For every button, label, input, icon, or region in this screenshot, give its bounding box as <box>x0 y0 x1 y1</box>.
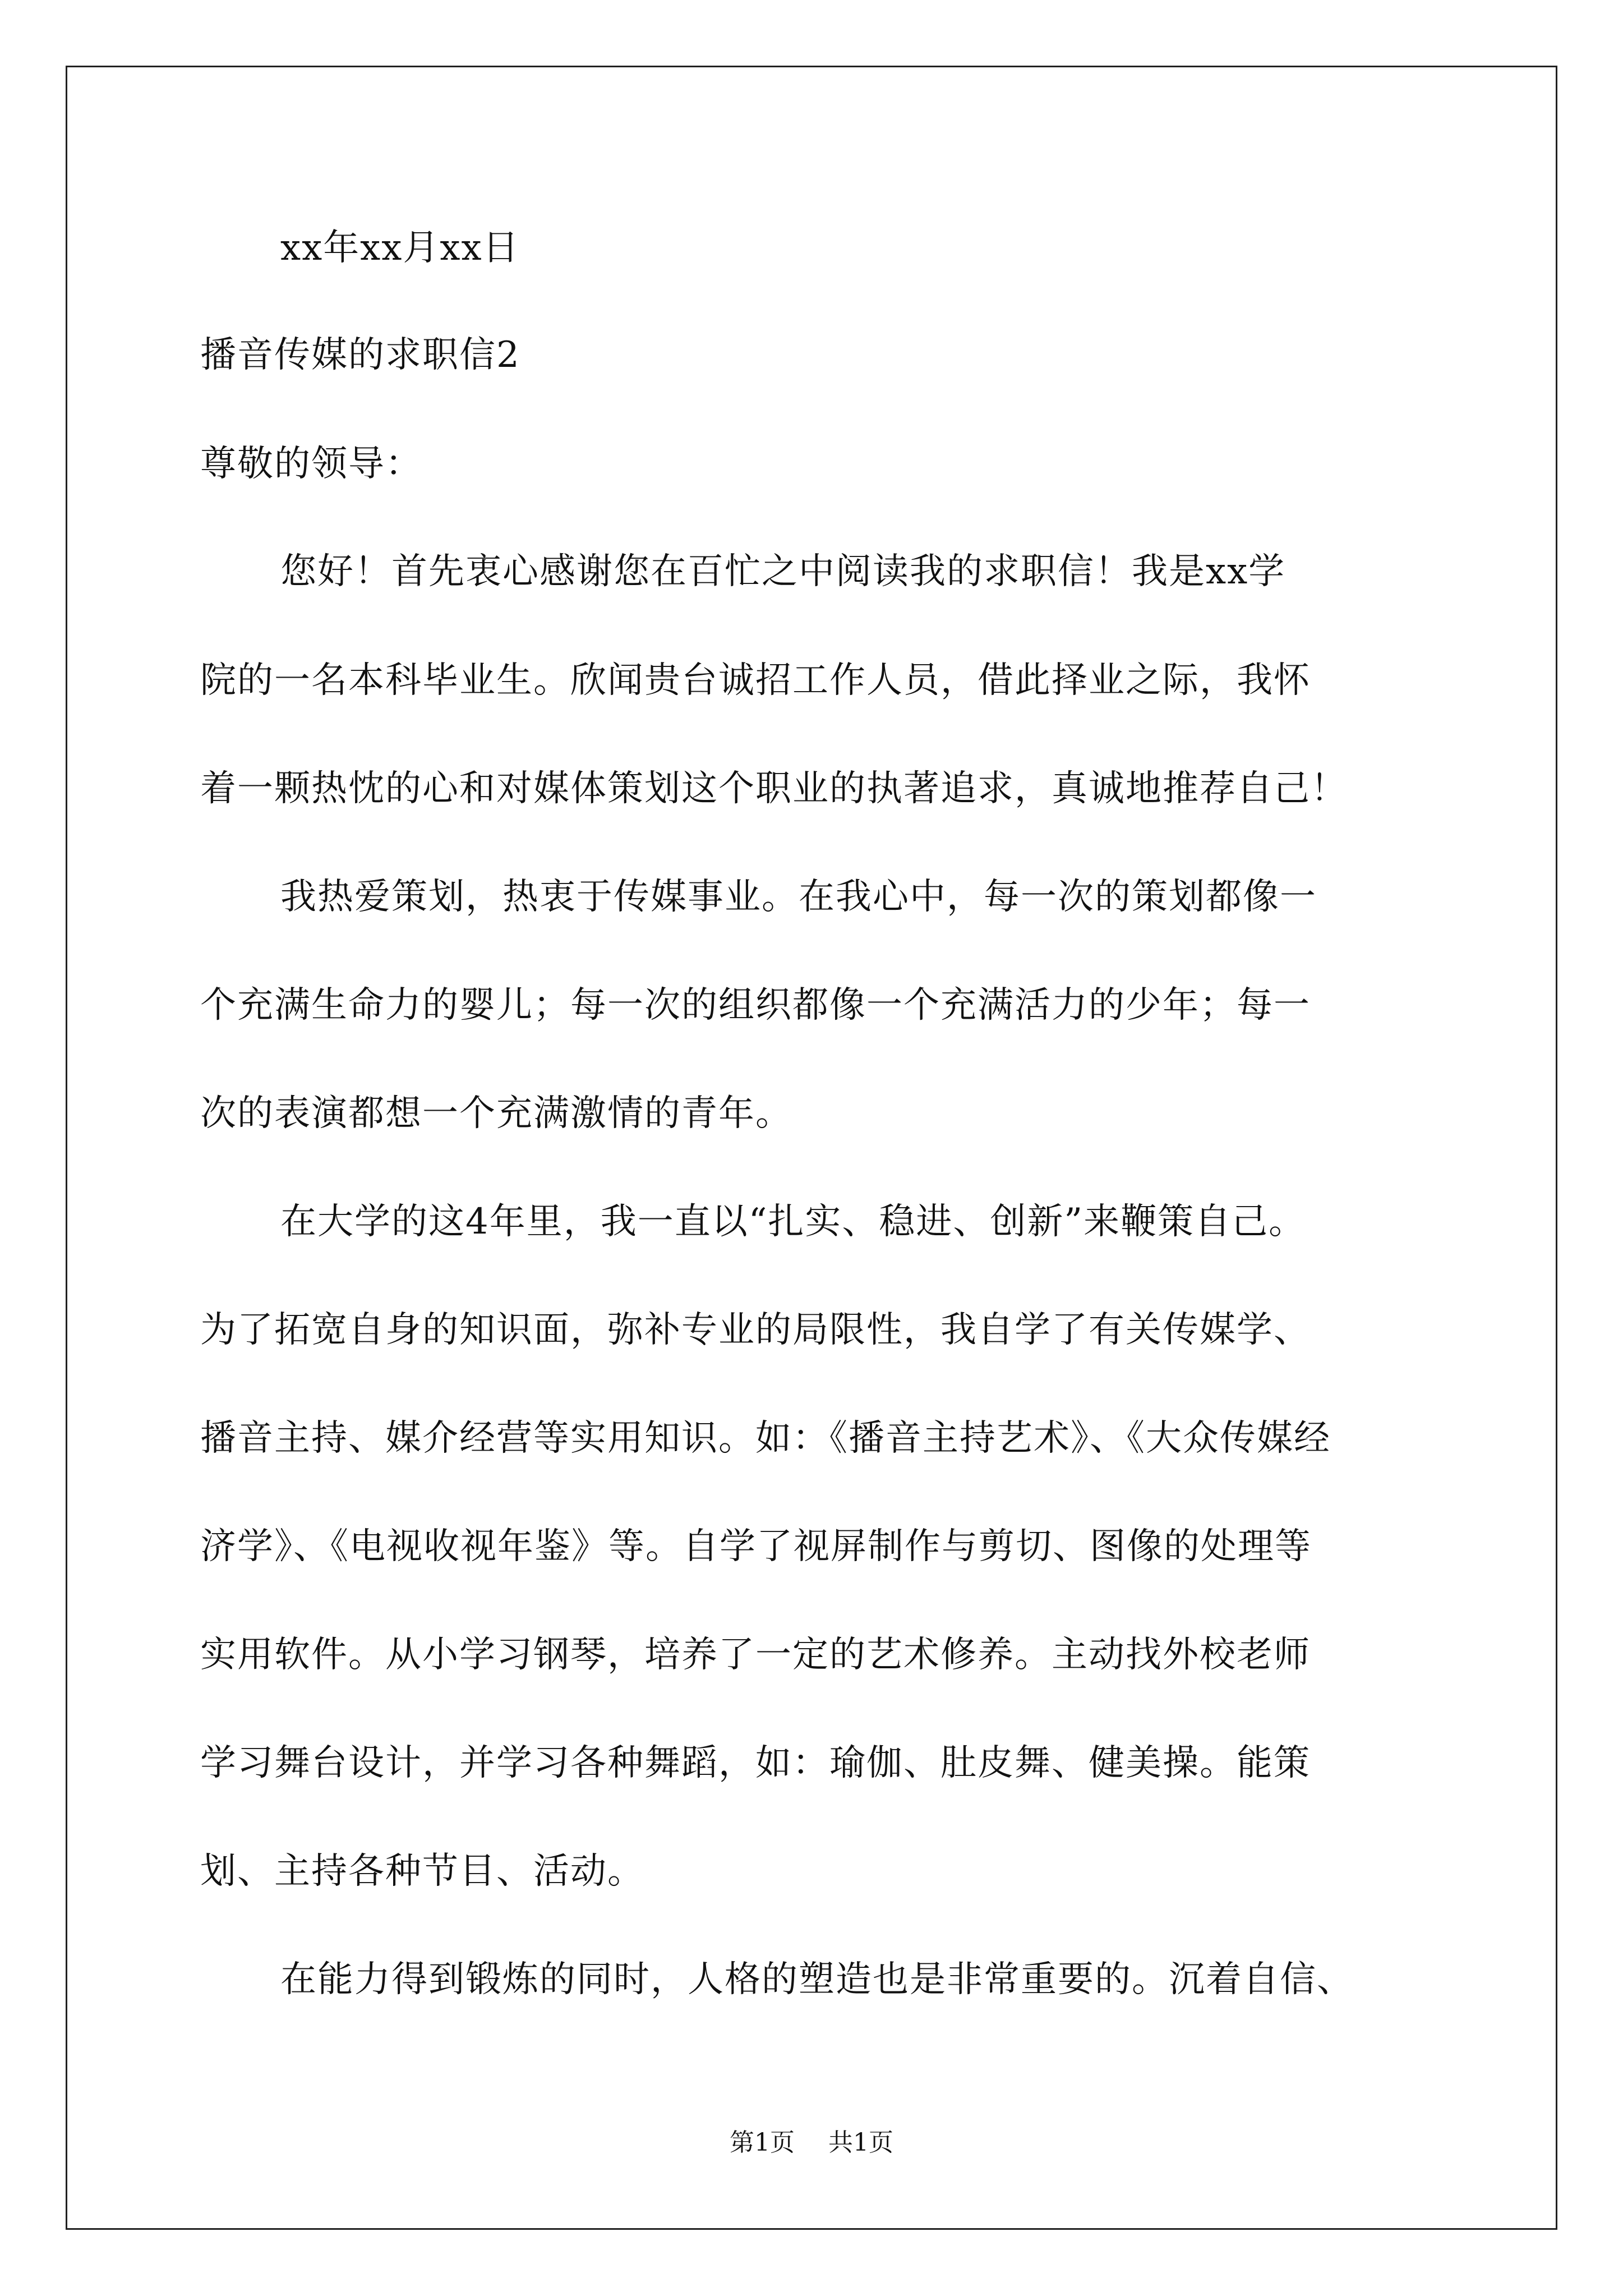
text-line: 济学》、《电视收视年鉴》等。自学了视屏制作与剪切、图像的处理等 <box>200 1526 1312 1567</box>
letter-title: 播音传媒的求职信2 <box>200 334 520 376</box>
text-line: 我热爱策划，热衷于传媒事业。在我心中，每一次的策划都像一 <box>280 876 1317 918</box>
text-line: 院的一名本科毕业生。欣闻贵台诚招工作人员，借此择业之际，我怀 <box>200 660 1311 701</box>
page-total: 共1页 <box>828 2128 893 2157</box>
page-number: 第1页 <box>730 2128 795 2157</box>
text-line: 划、主持各种节目、活动。 <box>200 1851 644 1892</box>
text-line: 学习舞台设计，并学习各种舞蹈，如：瑜伽、肚皮舞、健美操。能策 <box>200 1742 1311 1784</box>
text-line: 您好！首先衷心感谢您在百忙之中阅读我的求职信！我是xx学 <box>280 551 1286 592</box>
text-line: 次的表演都想一个充满激情的青年。 <box>200 1093 792 1134</box>
text-line: 在能力得到锻炼的同时，人格的塑造也是非常重要的。沉着自信、 <box>280 1959 1354 2000</box>
date-line: xx年xx月xx日 <box>280 227 520 269</box>
text-line: 个充满生命力的婴儿；每一次的组织都像一个充满活力的少年；每一 <box>200 984 1311 1026</box>
page-frame <box>66 66 1557 2230</box>
salutation: 尊敬的领导： <box>200 443 422 485</box>
text-line: 播音主持、媒介经营等实用知识。如：《播音主持艺术》、《大众传媒经 <box>200 1418 1331 1459</box>
text-line: 实用软件。从小学习钢琴，培养了一定的艺术修养。主动找外校老师 <box>200 1634 1311 1676</box>
text-line: 着一颗热忱的心和对媒体策划这个职业的执著追求，真诚地推荐自己！ <box>200 768 1348 809</box>
text-line: 在大学的这4年里，我一直以“扎实、稳进、创新”来鞭策自己。 <box>280 1201 1306 1243</box>
page-footer <box>0 2128 1623 2157</box>
text-line: 为了拓宽自身的知识面，弥补专业的局限性，我自学了有关传媒学、 <box>200 1309 1311 1351</box>
